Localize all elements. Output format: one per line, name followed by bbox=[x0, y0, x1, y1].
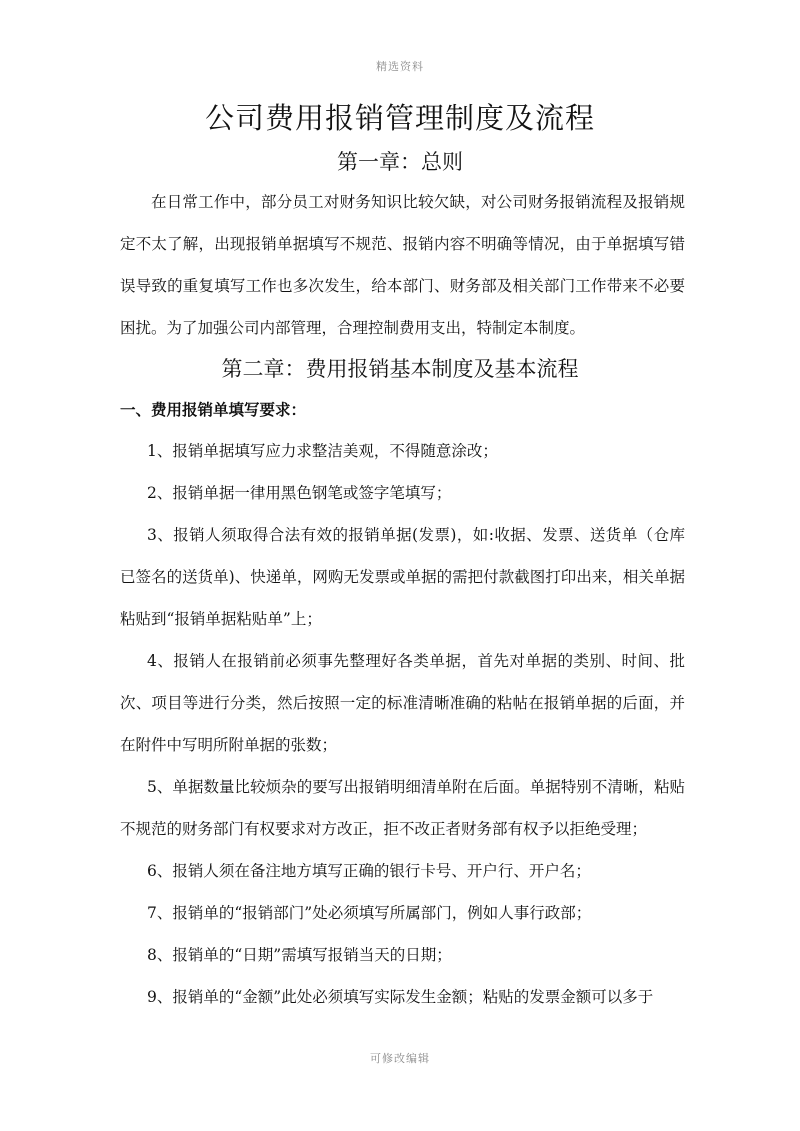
list-item: 8、报销单的“日期”需填写报销当天的日期； bbox=[147, 946, 452, 964]
list-item: 5、单据数量比较烦杂的要写出报销明细清单附在后面。单据特别不清晰，粘贴不规范的财务部门有权要求对方改正，拒不改正者财务部有权予以拒绝受理； bbox=[120, 778, 685, 838]
requirement-list bbox=[120, 430, 685, 1018]
list-item: 3、报销人须取得合法有效的报销单据(发票)，如:收据、发票、送货单（仓库已签名的送货单)、快递单，网购无发票或单据的需把付款截图打印出来，相关单据粘贴到“报销单据粘贴单”上； bbox=[120, 526, 685, 628]
footer-watermark: 可修改编辑 bbox=[370, 1052, 430, 1065]
header-watermark: 精选资料 bbox=[376, 60, 424, 73]
list-item: 1、报销单据填写应力求整洁美观，不得随意涂改； bbox=[147, 442, 498, 460]
section-1-heading: 一、费用报销单填写要求： bbox=[120, 400, 307, 419]
list-item: 9、报销单的“金额”此处必须填写实际发生金额；粘贴的发票金额可以多于 bbox=[147, 988, 654, 1006]
list-item: 7、报销单的“报销部门”处必须填写所属部门，例如人事行政部； bbox=[147, 904, 592, 922]
list-item: 2、报销单据一律用黑色钢笔或签字笔填写； bbox=[147, 484, 452, 502]
chapter-2-heading: 第二章：费用报销基本制度及基本流程 bbox=[221, 357, 579, 381]
list-item: 4、报销人在报销前必须事先整理好各类单据，首先对单据的类别、时间、批次、项目等进行分类，然后按照一定的标准清晰准确的粘帖在报销单据的后面，并在附件中写明所附单据的张数； bbox=[120, 652, 685, 754]
document-title: 公司费用报销管理制度及流程 bbox=[204, 101, 595, 135]
chapter-1-paragraph: 在日常工作中，部分员工对财务知识比较欠缺，对公司财务报销流程及报销规定不太了解，出现报销单据填写不规范、报销内容不明确等情况，由于单据填写错误导致的重复填写工作也多次发生，给本部门、财务部及相关部门工作带来不必要困扰。为了加强公司内部管理，合理控制费用支出，特制定本制度。 bbox=[120, 193, 685, 337]
chapter-1-heading: 第一章：总则 bbox=[337, 150, 463, 174]
list-item: 6、报销人须在备注地方填写正确的银行卡号、开户行、开户名； bbox=[147, 862, 591, 880]
